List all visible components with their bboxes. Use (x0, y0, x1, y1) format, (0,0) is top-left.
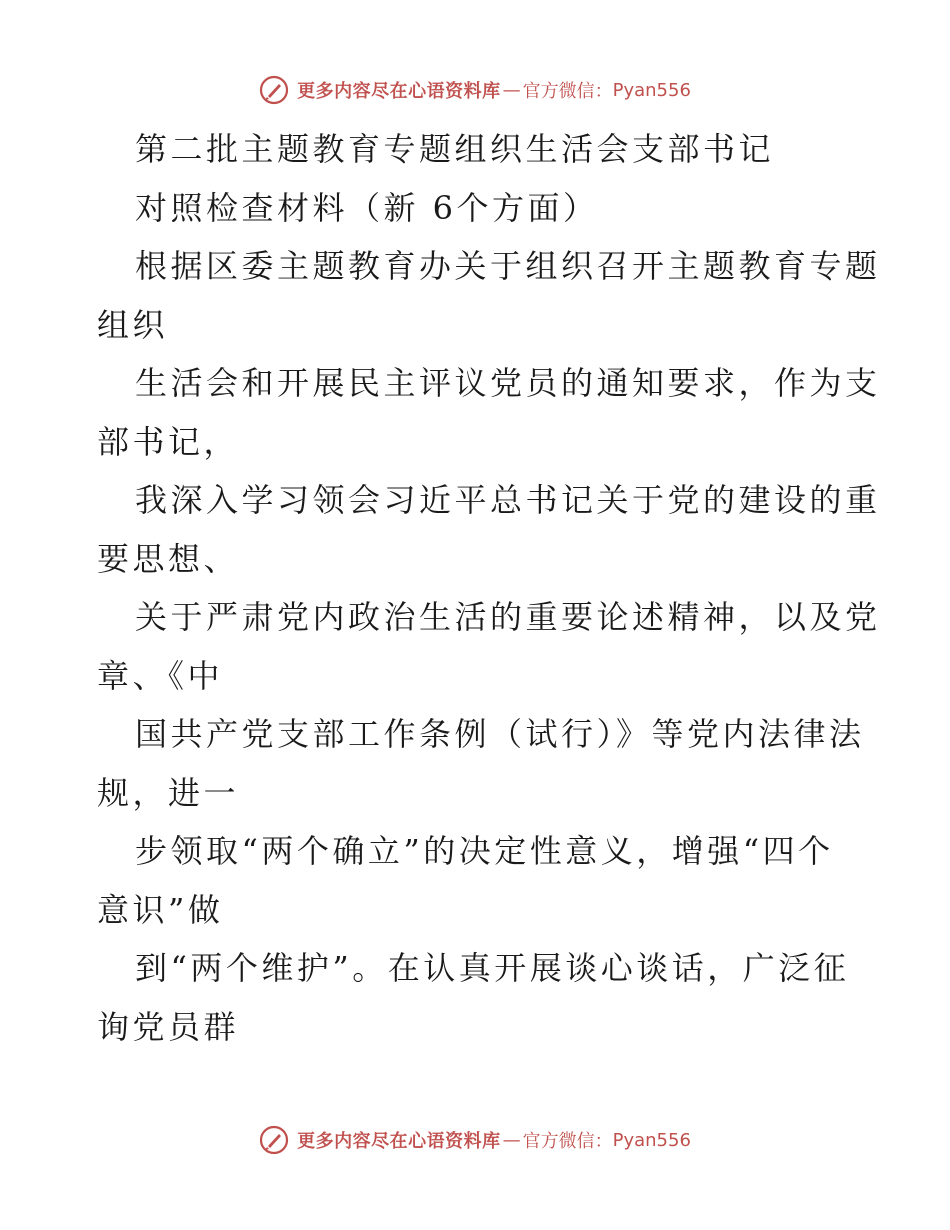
brush-logo-icon (259, 1125, 289, 1155)
watermark-prefix: 更多内容尽在心语资料库 (297, 81, 501, 102)
watermark-handle: Pyan556 (612, 1129, 691, 1151)
watermark-prefix: 更多内容尽在心语资料库 (297, 1131, 501, 1152)
paragraph-line: 我深入学习领会习近平总书记关于党的建设的重 (135, 481, 881, 519)
watermark-dash: — (502, 79, 521, 101)
document-body (97, 120, 881, 1056)
paragraph-line: 到“两个维护”。在认真开展谈心谈话，广泛征 (135, 949, 850, 987)
watermark-handle: Pyan556 (612, 79, 691, 101)
paragraph-line: 询党员群 (97, 1007, 240, 1046)
paragraph-line: 规，进一 (97, 773, 240, 812)
watermark-suffix: 官方微信： (522, 81, 613, 102)
paragraph-line: 章、《中 (97, 656, 224, 695)
watermark-dash: — (502, 1129, 521, 1151)
doc-title-line-2: 对照检查材料（新 6个方面） (135, 188, 599, 227)
paragraph-line: 部书记， (97, 422, 240, 461)
paragraph-line: 组织 (97, 305, 169, 344)
doc-title-line-1: 第二批主题教育专题组织生活会支部书记 (135, 130, 775, 168)
watermark-suffix: 官方微信： (522, 1131, 613, 1152)
header-watermark (0, 70, 950, 110)
paragraph-line: 根据区委主题教育办关于组织召开主题教育专题 (135, 247, 881, 285)
paragraph-line: 国共产党支部工作条例（试行）》等党内法律法 (135, 715, 865, 753)
paragraph-line: 意识”做 (97, 890, 224, 929)
paragraph-line: 生活会和开展民主评议党员的通知要求，作为支 (135, 364, 881, 402)
paragraph-line: 要思想、 (97, 539, 240, 578)
brush-logo-icon (259, 75, 289, 105)
paragraph-line: 关于严肃党内政治生活的重要论述精神，以及党 (135, 598, 881, 636)
footer-watermark (0, 1120, 950, 1160)
paragraph-line: 步领取“两个确立”的决定性意义，增强“四个 (135, 832, 834, 870)
